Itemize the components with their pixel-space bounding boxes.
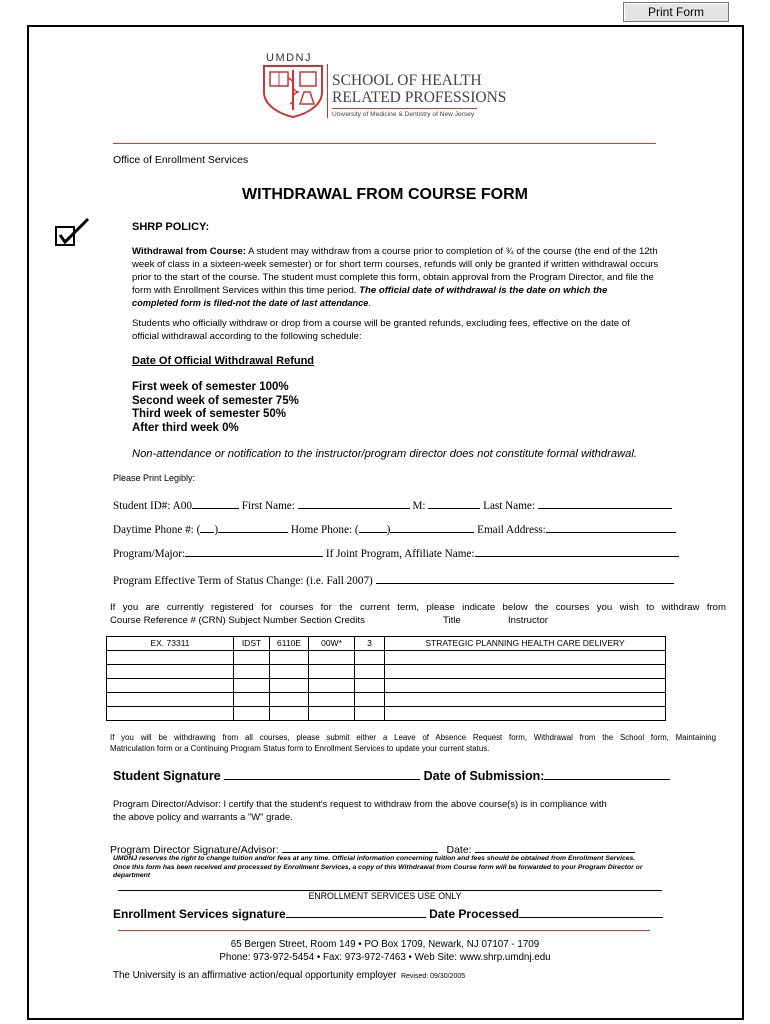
title-cell[interactable]: STRATEGIC PLANNING HEALTH CARE DELIVERY bbox=[385, 637, 666, 651]
courses-table bbox=[106, 636, 666, 721]
crn-cell[interactable] bbox=[107, 679, 234, 693]
email-label: Email Address: bbox=[477, 524, 546, 536]
table-row bbox=[107, 651, 666, 665]
logo-seal-icon bbox=[260, 64, 326, 118]
number-cell[interactable] bbox=[270, 665, 309, 679]
all-courses-note-line2: Matriculation form or a Continuing Program Status form to Enrollment Services to update your current status. bbox=[110, 744, 490, 753]
table-row bbox=[107, 693, 666, 707]
student-id-label: Student ID#: A00 bbox=[113, 500, 192, 512]
refund-line1: Students who officially withdraw or drop from a course will be granted refunds, excluding fees, effective on the date of bbox=[132, 318, 630, 329]
print-form-button[interactable]: Print Form bbox=[623, 2, 729, 22]
student-signature-row bbox=[113, 768, 670, 783]
policy-line3: prior to the start of the course. The student must complete this form, obtain approval from the Program Director, and file the bbox=[132, 272, 654, 283]
logo-school-line2: RELATED PROFESSIONS bbox=[332, 89, 507, 106]
office-label: Office of Enrollment Services bbox=[113, 154, 249, 166]
subject-cell[interactable]: IDST bbox=[234, 637, 270, 651]
mi-field[interactable] bbox=[428, 497, 480, 509]
footer-contact: Phone: 973-972-5454 • Fax: 973-972-7463 • Web Site: www.shrp.umdnj.edu bbox=[219, 951, 551, 963]
date-submission-field[interactable] bbox=[544, 768, 670, 780]
title-cell[interactable] bbox=[385, 707, 666, 721]
schedule-item: First week of semester 100% bbox=[132, 381, 289, 393]
joint-program-label: If Joint Program, Affiliate Name: bbox=[325, 548, 475, 560]
section-cell[interactable]: 00W* bbox=[309, 637, 355, 651]
term-label: Program Effective Term of Status Change: (i.e. Fall 2007) bbox=[113, 575, 373, 587]
disclaimer bbox=[113, 855, 658, 881]
subject-cell[interactable] bbox=[234, 679, 270, 693]
courses-header-cols: Course Reference # (CRN) Subject Number Section Credits bbox=[110, 615, 365, 626]
all-courses-note-line1: If you will be withdrawing from all courses, please submit either a Leave of Absence Request form, Withdrawal from the School form, Maintaining bbox=[110, 733, 716, 742]
non-attendance-note: Non-attendance or notification to the instructor/program director does not constitute formal withdrawal. bbox=[132, 448, 637, 460]
number-cell[interactable] bbox=[270, 707, 309, 721]
home-area-field[interactable] bbox=[359, 521, 387, 533]
director-date-label: Date: bbox=[446, 844, 472, 856]
date-processed-field[interactable] bbox=[519, 906, 663, 918]
phone-row bbox=[113, 521, 676, 536]
courses-header-instructor: Instructor bbox=[508, 615, 548, 626]
schedule-item: After third week 0% bbox=[132, 421, 239, 434]
policy-heading: SHRP POLICY: bbox=[132, 221, 210, 233]
section-cell[interactable] bbox=[309, 707, 355, 721]
subject-cell[interactable] bbox=[234, 651, 270, 665]
credits-cell[interactable] bbox=[355, 707, 385, 721]
term-row bbox=[113, 572, 674, 587]
enrollment-signature-label: Enrollment Services signature bbox=[113, 907, 286, 921]
logo-school-line1: SCHOOL OF HEALTH bbox=[332, 72, 482, 89]
director-date-field[interactable] bbox=[475, 841, 635, 853]
subject-cell[interactable] bbox=[234, 707, 270, 721]
daytime-phone-label: Daytime Phone #: ( bbox=[113, 524, 201, 536]
subject-cell[interactable] bbox=[234, 665, 270, 679]
table-row bbox=[107, 679, 666, 693]
director-text1: I certify that the student's request to withdraw from the above course(s) is in compliance with bbox=[220, 798, 607, 809]
enrollment-signature-field[interactable] bbox=[286, 906, 426, 918]
form-title: WITHDRAWAL FROM COURSE FORM bbox=[242, 186, 528, 203]
courses-header bbox=[110, 615, 365, 626]
credits-cell[interactable]: 3 bbox=[355, 637, 385, 651]
refund-line2: official withdrawal according to the following schedule: bbox=[132, 331, 362, 342]
title-cell[interactable] bbox=[385, 679, 666, 693]
refund-paragraph bbox=[132, 317, 630, 343]
home-phone-label: Home Phone: ( bbox=[290, 524, 359, 536]
number-cell[interactable] bbox=[270, 693, 309, 707]
home-phone-field[interactable] bbox=[390, 521, 474, 533]
school-logo bbox=[242, 52, 507, 130]
title-cell[interactable] bbox=[385, 693, 666, 707]
last-name-label: Last Name: bbox=[483, 500, 536, 512]
policy-line4-emphasis: The official date of withdrawal is the date on which the bbox=[359, 285, 608, 296]
footer-eoe-row bbox=[113, 965, 465, 983]
crn-cell[interactable] bbox=[107, 665, 234, 679]
print-legibly: Please Print Legibly: bbox=[113, 473, 196, 483]
email-field[interactable] bbox=[546, 521, 676, 533]
policy-line1: A student may withdraw from a course prior to completion of ¾ of the course (the end of the 12th bbox=[245, 246, 658, 257]
subject-cell[interactable] bbox=[234, 693, 270, 707]
last-name-field[interactable] bbox=[538, 497, 672, 509]
enrollment-signature-row bbox=[113, 906, 663, 921]
policy-paragraph bbox=[132, 245, 692, 310]
director-signature-row bbox=[110, 841, 635, 856]
student-signature-label: Student Signature bbox=[113, 769, 221, 783]
program-row bbox=[113, 545, 679, 560]
logo-divider bbox=[327, 64, 328, 118]
footer-eoe: The University is an affirmative action/equal opportunity employer bbox=[113, 970, 397, 981]
crn-cell[interactable] bbox=[107, 693, 234, 707]
courses-header-title: Title bbox=[443, 615, 461, 626]
table-row bbox=[107, 637, 666, 651]
crn-cell[interactable] bbox=[107, 651, 234, 665]
director-certify bbox=[113, 797, 607, 823]
all-courses-note bbox=[110, 732, 716, 754]
refund-schedule bbox=[132, 381, 299, 435]
daytime-phone-field[interactable] bbox=[218, 521, 288, 533]
joint-program-field[interactable] bbox=[475, 545, 679, 557]
footer-address: 65 Bergen Street, Room 149 • PO Box 1709, Newark, NJ 07107 - 1709 bbox=[230, 939, 540, 950]
crn-cell[interactable] bbox=[107, 707, 234, 721]
policy-line5-end: . bbox=[368, 298, 372, 309]
title-cell[interactable] bbox=[385, 665, 666, 679]
term-field[interactable] bbox=[376, 572, 674, 584]
credits-cell[interactable] bbox=[355, 651, 385, 665]
date-processed-label: Date Processed bbox=[429, 907, 520, 921]
student-id-field[interactable] bbox=[192, 497, 239, 509]
policy-line5-emphasis: completed form is filed-not the date of last attendance bbox=[132, 298, 369, 308]
disclaimer-line1: UMDNJ reserves the right to change tuition and/or fees at any time. Official information concerning tuition and fees should be obtained from Enrollment Services. bbox=[113, 855, 636, 862]
first-name-label: First Name: bbox=[241, 500, 295, 512]
paren: ) bbox=[214, 524, 219, 536]
section-cell[interactable] bbox=[309, 665, 355, 679]
enrollment-only-label: ENROLLMENT SERVICES USE ONLY bbox=[308, 891, 462, 901]
disclaimer-line2: Once this form has been received and processed by Enrollment Services, a copy of this Withdrawal from Course form will be forwarded to your Program Director or bbox=[113, 863, 643, 871]
policy-line4: form with Enrollment Services within this time period. bbox=[132, 285, 360, 296]
logo-brand: UMDNJ bbox=[266, 52, 312, 64]
student-id-row bbox=[113, 497, 672, 512]
section-cell[interactable] bbox=[309, 679, 355, 693]
footer bbox=[0, 939, 770, 964]
policy-line2: week of class in a sixteen-week semester) or for short term courses, refunds will only be granted if written withdrawal occurs bbox=[132, 259, 659, 270]
courses-intro: If you are currently registered for courses for the current term, please indicate below the courses you wish to withdraw from bbox=[110, 602, 726, 613]
checkbox-checked-icon bbox=[54, 217, 94, 249]
number-cell[interactable] bbox=[270, 651, 309, 665]
logo-university: University of Medicine & Dentistry of New Jersey bbox=[332, 111, 475, 118]
schedule-item: Second week of semester 75% bbox=[132, 394, 299, 407]
director-signature-field[interactable] bbox=[282, 841, 438, 853]
disclaimer-line3: department bbox=[113, 872, 151, 880]
first-name-field[interactable] bbox=[298, 497, 410, 509]
credits-cell[interactable] bbox=[355, 665, 385, 679]
director-lead: Program Director/Advisor: bbox=[113, 798, 221, 809]
footer-revised: Revised: 09/30/2005 bbox=[400, 973, 466, 980]
title-cell[interactable] bbox=[385, 651, 666, 665]
mi-label: M: bbox=[412, 500, 426, 512]
number-cell[interactable] bbox=[270, 679, 309, 693]
logo-underline bbox=[332, 108, 477, 109]
date-submission-label: Date of Submission: bbox=[423, 769, 545, 783]
student-signature-field[interactable] bbox=[224, 768, 420, 780]
crn-cell[interactable]: EX. 73311 bbox=[107, 637, 234, 651]
paren: ) bbox=[386, 524, 391, 536]
schedule-heading: Date Of Official Withdrawal Refund bbox=[132, 355, 315, 367]
daytime-area-field[interactable] bbox=[200, 521, 214, 533]
number-cell[interactable]: 6110E bbox=[270, 637, 309, 651]
program-field[interactable] bbox=[185, 545, 323, 557]
section-cell[interactable] bbox=[309, 651, 355, 665]
table-row bbox=[107, 707, 666, 721]
policy-lead: Withdrawal from Course: bbox=[132, 246, 246, 257]
footer-rule bbox=[118, 930, 650, 931]
director-text2: the above policy and warrants a "W" grade. bbox=[113, 811, 293, 822]
credits-cell[interactable] bbox=[355, 679, 385, 693]
credits-cell[interactable] bbox=[355, 693, 385, 707]
schedule-item: Third week of semester 50% bbox=[132, 408, 287, 420]
section-cell[interactable] bbox=[309, 693, 355, 707]
director-signature-label: Program Director Signature/Advisor: bbox=[110, 844, 279, 856]
header-rule bbox=[113, 143, 656, 144]
table-row bbox=[107, 665, 666, 679]
program-label: Program/Major: bbox=[113, 548, 186, 560]
